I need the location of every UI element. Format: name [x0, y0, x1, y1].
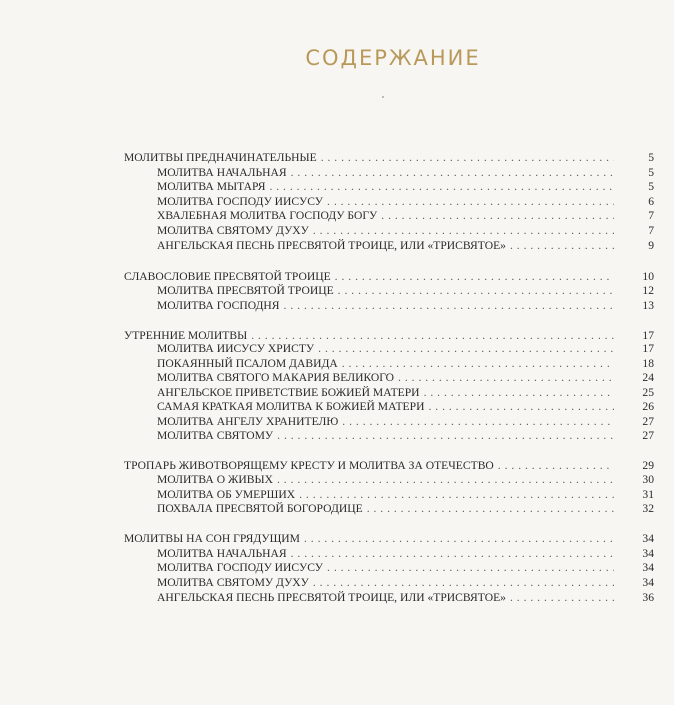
toc-page-number: 7	[648, 224, 654, 237]
toc-page-number: 34	[642, 547, 654, 560]
toc-entry[interactable]	[157, 576, 654, 590]
toc-entry-label: МОЛИТВА ПРЕСВЯТОЙ ТРОИЦЕ	[157, 284, 334, 297]
dot-leader	[313, 224, 614, 238]
toc-page-number: 31	[642, 488, 654, 501]
toc-entry-label: МОЛИТВА ГОСПОДУ ИИСУСУ	[157, 195, 324, 208]
toc-entry-label: МОЛИТВА МЫТАРЯ	[157, 180, 266, 193]
page-title: СОДЕРЖАНИЕ	[305, 46, 481, 70]
toc-entry-label: АНГЕЛЬСКАЯ ПЕСНЬ ПРЕСВЯТОЙ ТРОИЦЕ, ИЛИ «ТРИСВЯТОЕ»	[157, 239, 506, 252]
toc-page-number: 5	[648, 151, 654, 164]
toc-entry[interactable]	[157, 209, 654, 223]
toc-page-number: 13	[642, 299, 654, 312]
dot-leader	[299, 488, 614, 502]
toc-entry-label: АНГЕЛЬСКАЯ ПЕСНЬ ПРЕСВЯТОЙ ТРОИЦЕ, ИЛИ «ТРИСВЯТОЕ»	[157, 591, 506, 604]
toc-entry[interactable]	[157, 488, 654, 502]
toc-entry-top[interactable]	[124, 532, 654, 546]
dot-leader	[498, 459, 614, 473]
toc-page-number: 10	[642, 270, 654, 283]
toc-entry-label: МОЛИТВА АНГЕЛУ ХРАНИТЕЛЮ	[157, 415, 339, 428]
toc-entry[interactable]	[157, 284, 654, 298]
dot-leader	[313, 576, 614, 590]
toc-entry[interactable]	[157, 429, 654, 443]
dot-leader	[304, 532, 614, 546]
toc-entry[interactable]	[157, 591, 654, 605]
dot-leader	[338, 284, 614, 298]
toc-entry-label: МОЛИТВА ИИСУСУ ХРИСТУ	[157, 342, 315, 355]
dot-leader	[381, 209, 614, 223]
toc-page-number: 29	[642, 459, 654, 472]
toc-entry-label: МОЛИТВА НАЧАЛЬНАЯ	[157, 547, 287, 560]
toc-entry-label: МОЛИТВА ОБ УМЕРШИХ	[157, 488, 296, 501]
toc-entry-top[interactable]	[124, 151, 654, 165]
toc-page-number: 34	[642, 561, 654, 574]
toc-entry[interactable]	[157, 299, 654, 313]
toc-page-number: 26	[642, 400, 654, 413]
toc-page-number: 34	[642, 576, 654, 589]
toc-entry-label: МОЛИТВА НАЧАЛЬНАЯ	[157, 166, 287, 179]
toc-entry[interactable]	[157, 239, 654, 253]
dot-leader	[327, 195, 614, 209]
dot-leader	[277, 429, 614, 443]
dot-leader	[335, 270, 614, 284]
toc-entry-label: ПОХВАЛА ПРЕСВЯТОЙ БОГОРОДИЦЕ	[157, 502, 363, 515]
toc-entry[interactable]	[157, 547, 654, 561]
toc-entry-label: ХВАЛЕБНАЯ МОЛИТВА ГОСПОДУ БОГУ	[157, 209, 378, 222]
toc-entry-top[interactable]	[124, 270, 654, 284]
toc-page-number: 17	[642, 329, 654, 342]
toc-entry-label: МОЛИТВА СВЯТОМУ	[157, 429, 274, 442]
dot-leader	[367, 502, 614, 516]
toc-page-number: 5	[648, 180, 654, 193]
toc-entry[interactable]	[157, 166, 654, 180]
toc-page-number: 12	[642, 284, 654, 297]
dot-leader	[510, 591, 614, 605]
toc-entry-top[interactable]	[124, 459, 654, 473]
toc-page-number: 6	[648, 195, 654, 208]
dot-leader	[291, 547, 614, 561]
toc-entry-label: ТРОПАРЬ ЖИВОТВОРЯЩЕМУ КРЕСТУ И МОЛИТВА ЗА ОТЕЧЕСТВО	[124, 459, 494, 472]
dot-leader	[284, 299, 614, 313]
toc-entry[interactable]	[157, 195, 654, 209]
toc-entry-label: ПОКАЯННЫЙ ПСАЛОМ ДАВИДА	[157, 357, 338, 370]
toc-entry[interactable]	[157, 386, 654, 400]
toc-page-number: 24	[642, 371, 654, 384]
toc-page-number: 9	[648, 239, 654, 252]
toc-page-number: 25	[642, 386, 654, 399]
decorative-dot	[382, 96, 384, 98]
toc-entry-label: СЛАВОСЛОВИЕ ПРЕСВЯТОЙ ТРОИЦЕ	[124, 270, 331, 283]
toc-entry[interactable]	[157, 180, 654, 194]
toc-entry[interactable]	[157, 224, 654, 238]
toc-entry[interactable]	[157, 357, 654, 371]
toc-entry[interactable]	[157, 502, 654, 516]
dot-leader	[318, 342, 614, 356]
toc-page-number: 30	[642, 473, 654, 486]
dot-leader	[398, 371, 614, 385]
dot-leader	[251, 329, 614, 343]
toc-entry[interactable]	[157, 342, 654, 356]
dot-leader	[342, 415, 614, 429]
dot-leader	[327, 561, 614, 575]
toc-page-number: 5	[648, 166, 654, 179]
toc-page-number: 34	[642, 532, 654, 545]
toc-entry-label: МОЛИТВА СВЯТОМУ ДУХУ	[157, 576, 309, 589]
dot-leader	[424, 386, 614, 400]
dot-leader	[428, 400, 614, 414]
toc-entry-label: МОЛИТВА СВЯТОМУ ДУХУ	[157, 224, 309, 237]
dot-leader	[321, 151, 614, 165]
toc-entry-label: МОЛИТВА ГОСПОДНЯ	[157, 299, 280, 312]
toc-entry-label: УТРЕННИЕ МОЛИТВЫ	[124, 329, 248, 342]
toc-entry[interactable]	[157, 415, 654, 429]
toc-entry[interactable]	[157, 371, 654, 385]
toc-entry-label: АНГЕЛЬСКОЕ ПРИВЕТСТВИЕ БОЖИЕЙ МАТЕРИ	[157, 386, 420, 399]
toc-entry-label: МОЛИТВЫ НА СОН ГРЯДУЩИМ	[124, 532, 300, 545]
toc-entry-label: МОЛИТВА ГОСПОДУ ИИСУСУ	[157, 561, 324, 574]
toc-page-number: 36	[642, 591, 654, 604]
toc-page-number: 18	[642, 357, 654, 370]
toc-page-number: 27	[642, 429, 654, 442]
toc-entry[interactable]	[157, 400, 654, 414]
dot-leader	[269, 180, 614, 194]
dot-leader	[277, 473, 614, 487]
dot-leader	[291, 166, 614, 180]
dot-leader	[342, 357, 614, 371]
toc-entry[interactable]	[157, 473, 654, 487]
toc-entry-label: МОЛИТВА СВЯТОГО МАКАРИЯ ВЕЛИКОГО	[157, 371, 395, 384]
toc-page-number: 7	[648, 209, 654, 222]
toc-entry-top[interactable]	[124, 329, 654, 343]
toc-entry[interactable]	[157, 561, 654, 575]
dot-leader	[510, 239, 614, 253]
toc-entry-label: МОЛИТВЫ ПРЕДНАЧИНАТЕЛЬНЫЕ	[124, 151, 317, 164]
toc-page-number: 27	[642, 415, 654, 428]
toc-entry-label: САМАЯ КРАТКАЯ МОЛИТВА К БОЖИЕЙ МАТЕРИ	[157, 400, 425, 413]
toc-entry-label: МОЛИТВА О ЖИВЫХ	[157, 473, 273, 486]
toc-page-number: 17	[642, 342, 654, 355]
toc-page-number: 32	[642, 502, 654, 515]
